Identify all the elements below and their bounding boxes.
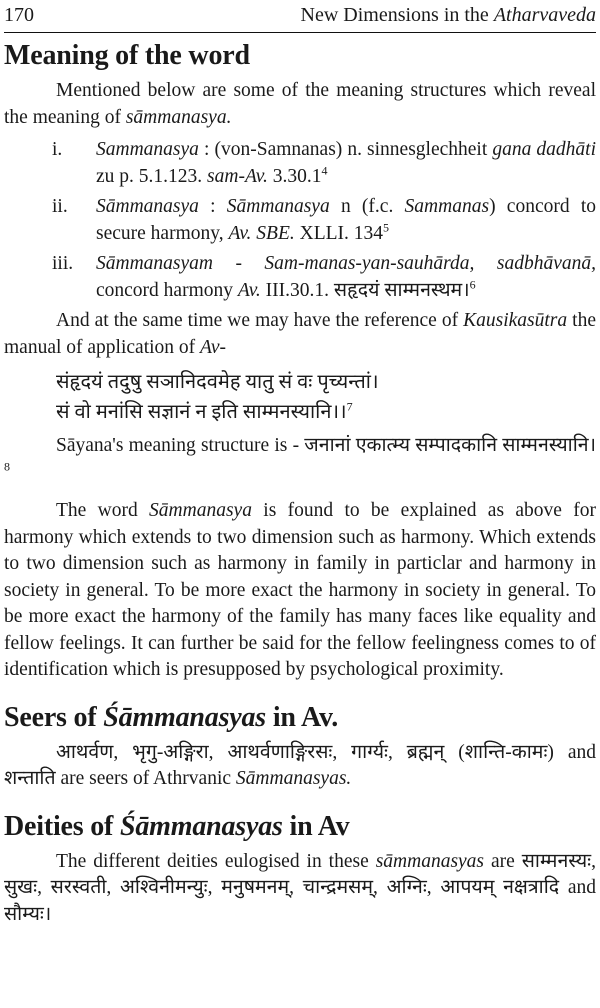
list-item: i. Sammanasya : (von-Samnanas) n. sinnesglechheit gana dadhāti zu p. 5.1.123. sam-Av. 3.30.1$^4$: [52, 139, 596, 187]
page-number: 170: [4, 4, 34, 26]
list-item: ii. Sāmmanasya : Sāmmanasya n (f.c. Sammanas) concord to secure harmony, Av. SBE. XLLI. $134^5$: [52, 196, 596, 244]
footnote-marker: 5: [383, 220, 390, 234]
page-content: [4, 34, 596, 928]
reference-paragraph: And at the same time we may have the reference of Kausikasūtra the manual of application of Av-: [4, 310, 596, 358]
meaning-list: [4, 137, 596, 304]
intro-paragraph: Mentioned below are some of the meaning structures which reveal the meaning of sāmmanasya.: [4, 80, 596, 128]
deities-paragraph: The different deities eulogised in these sāmmanasyas are साम्मनस्यः, सुखः, सरस्वती, अश्विनीमन्युः, मनुषमनम्, चान्द्रमसम्, अग्निः, आपयम् नक्षत्रादि and सौम्यः।: [4, 850, 596, 925]
seers-paragraph: आथर्वण, भृगु-अङ्गिरा, आथर्वणाङ्गिरसः, गार्ग्यः, ब्रह्मन् (शान्ति-कामः) and शन्ताति are seers of Athrvanic Sāmmanasyas.: [4, 741, 596, 789]
section-heading-deities: Deities of Śāmmanasyas in Av: [4, 810, 350, 842]
harmony-paragraph: The word Sāmmanasya is found to be explained as above for harmony which extends to two dimension such as harmony. Which extends to two dimension such as harmony in family in particlar and harmony in society in general. To be more exact the harmony in society in general. To be more exact the harmony of the family has many faces like equality and fellow feelings. It can further be said for the fellow feelingness comes to of identification which is presupposed by psychological proximity.: [4, 500, 596, 680]
sayana-paragraph: Sāyana's meaning structure is - जनानां एकात्म्य सम्पादकानि साम्मनस्यानि।$^8$: [4, 435, 596, 473]
sanskrit-verse-2: सं वो मनांसि सज्ञानं न इति साम्मनस्यानि।।$^7$: [56, 399, 353, 423]
footnote-marker: 7: [346, 399, 353, 414]
footnote-marker: 6: [469, 277, 476, 291]
list-item: iii. Sāmmanasyam - Sam-manas-yan-sauhārda, sadbhāvanā, concord harmony Av. III.30.1. सहृदयं साम्मनस्थम।$^6$: [52, 253, 596, 301]
section-heading-meaning: Meaning of the word: [4, 40, 250, 71]
footnote-marker: 4: [321, 163, 328, 177]
footnote-marker: 8: [4, 459, 10, 473]
section-heading-seers: Seers of Śāmmanasyas in Av.: [4, 701, 339, 733]
running-title: New Dimensions in the Atharvaveda: [300, 4, 596, 26]
sanskrit-verse-1: संहृदयं तदुषु सञानिदवमेह यातु सं वः पृच्यन्तां।: [56, 371, 379, 393]
running-header: [4, 2, 596, 33]
